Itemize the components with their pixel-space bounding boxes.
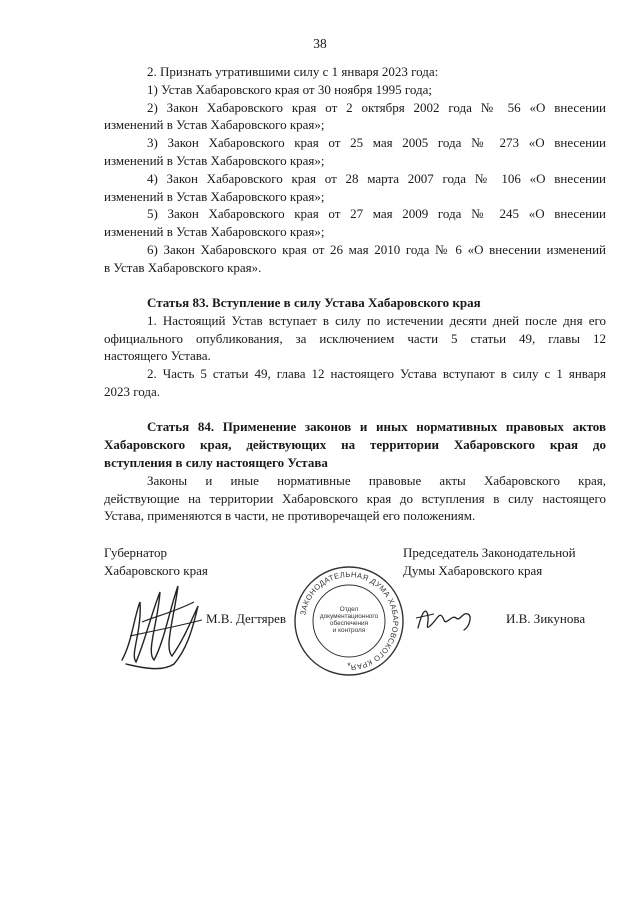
article-83-paragraph: настоящего Устава. — [104, 348, 211, 364]
article-83-paragraph: 2023 года. — [104, 384, 161, 400]
governor-name: М.В. Дегтярев — [206, 611, 287, 626]
list-item: 6) Закон Хабаровского края от 26 мая 2010 года № 6 «О внесении изменений — [147, 241, 606, 257]
stamp-inner-line: документационного — [319, 613, 379, 620]
repeal-paragraph: 2. Признать утратившими силу с 1 января 2023 года: — [147, 64, 439, 79]
article-83-paragraph: официального опубликования, за исключением части 5 статьи 49, главы 12 — [104, 330, 606, 346]
stamp-star: * — [347, 661, 351, 671]
list-item-continuation: изменений в Устав Хабаровского края»; — [104, 188, 325, 204]
list-item: 2) Закон Хабаровского края от 2 октября 2002 года № 56 «О внесении — [147, 99, 606, 115]
list-item: 5) Закон Хабаровского края от 27 мая 2009 года № 245 «О внесении — [147, 206, 606, 222]
official-stamp — [293, 565, 405, 677]
governor-signature — [112, 572, 212, 672]
right-signatory-title — [403, 544, 576, 579]
article-84-title: Статья 84. Применение законов и иных нормативных правовых актов — [147, 419, 606, 435]
list-item-continuation: изменений в Устав Хабаровского края»; — [104, 117, 325, 133]
list-item: 3) Закон Хабаровского края от 25 мая 2005 года № 273 «О внесении — [147, 135, 606, 151]
article-84-paragraph: Законы и иные нормативные правовые акты Хабаровского края, — [147, 472, 606, 488]
article-83-paragraph: 1. Настоящий Устав вступает в силу по истечении десяти дней после дня его — [147, 312, 606, 328]
chairman-name: И.В. Зикунова — [506, 611, 586, 626]
chairman-title: Председатель Законодательной — [403, 545, 576, 560]
stamp-inner-line: и контроля — [332, 627, 366, 634]
stamp-inner-line: обеспечения — [329, 620, 369, 627]
page-number: 38 — [313, 36, 327, 51]
chairman-signature — [412, 602, 476, 636]
article-83-title: Статья 83. Вступление в силу Устава Хабаровского края — [147, 295, 481, 311]
article-84-title: Хабаровского края, действующих на территории Хабаровского края до — [104, 437, 606, 453]
list-item: 4) Закон Хабаровского края от 28 марта 2007 года № 106 «О внесении — [147, 170, 606, 186]
document-body — [104, 63, 606, 525]
stamp-ring-text: ЗАКОНОДАТЕЛЬНАЯ ДУМА ХАБАРОВСКОГО КРАЯ — [298, 569, 401, 673]
chairman-body: Думы Хабаровского края — [403, 562, 543, 578]
list-item: 1) Устав Хабаровского края от 30 ноября 1995 года; — [147, 81, 433, 97]
stamp-inner-line: Отдел — [339, 606, 359, 613]
article-84-paragraph: Устава, применяются в части, не противоречащей его положениям. — [104, 508, 476, 524]
list-item-continuation: изменений в Устав Хабаровского края»; — [104, 224, 325, 240]
list-item-continuation: в Устав Хабаровского края». — [104, 259, 262, 275]
list-item-continuation: изменений в Устав Хабаровского края»; — [104, 152, 325, 168]
article-84-paragraph: действующие на территории Хабаровского края до вступления в силу настоящего — [104, 490, 606, 506]
article-84-title: вступления в силу настоящего Устава — [104, 454, 328, 470]
governor-title: Губернатор — [104, 545, 167, 560]
article-83-paragraph: 2. Часть 5 статьи 49, глава 12 настоящего Устава вступают в силу с 1 января — [147, 366, 606, 382]
governor-region: Хабаровского края — [104, 562, 208, 578]
